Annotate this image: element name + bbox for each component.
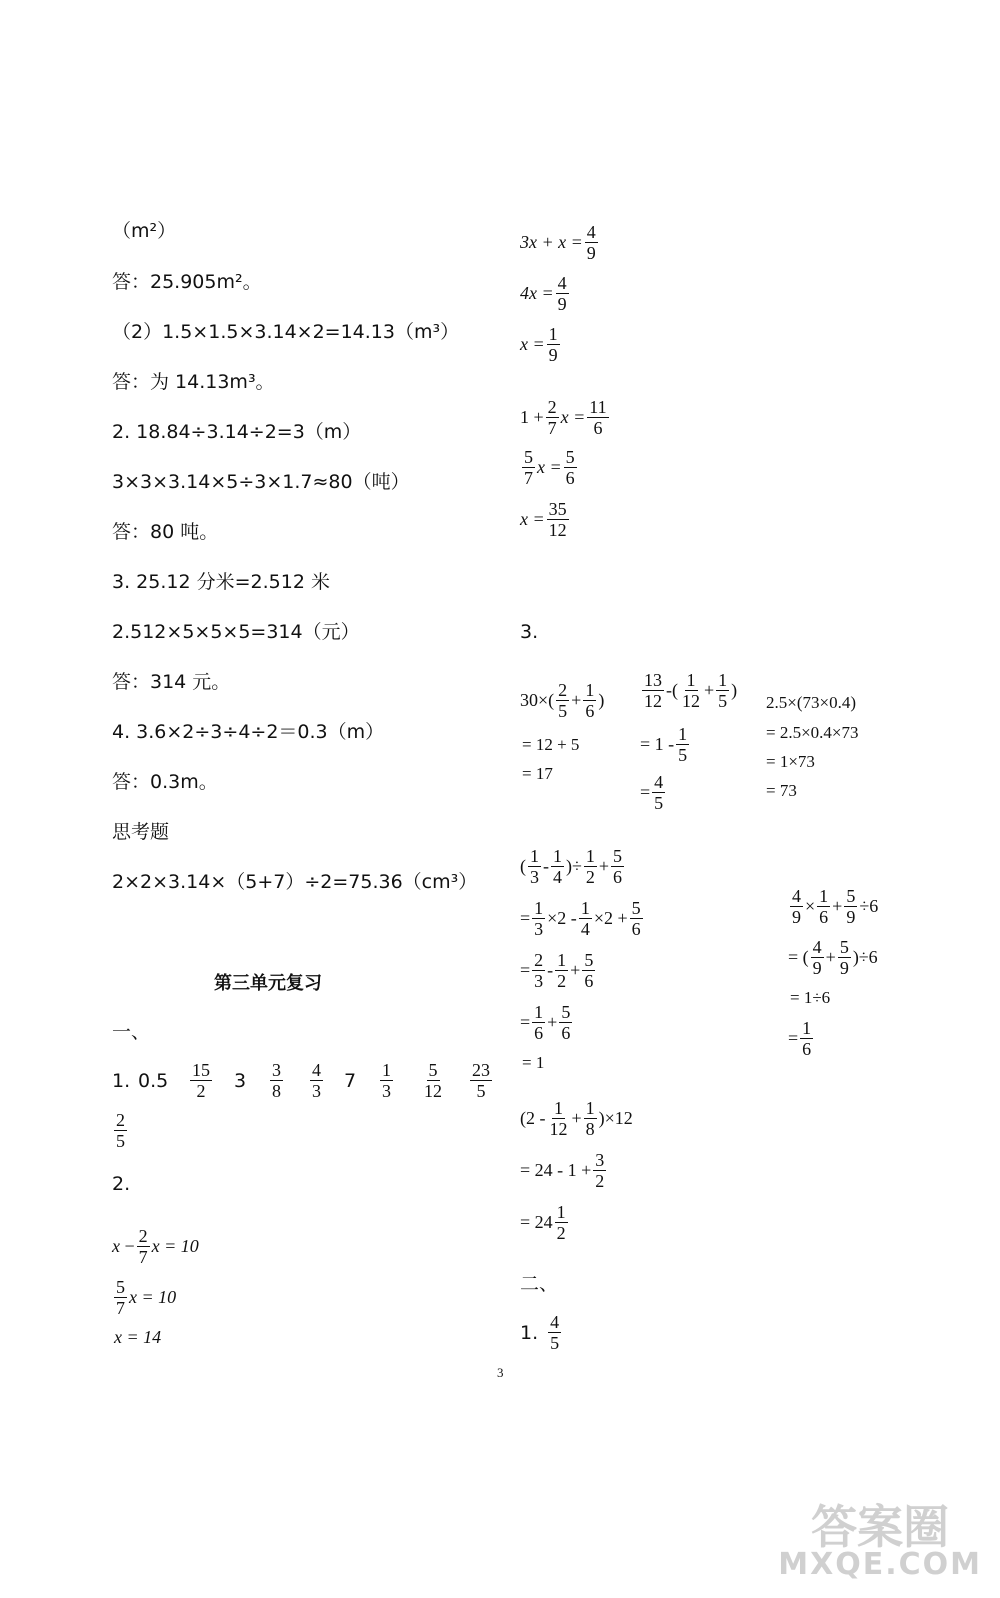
r6-num: 35: [548, 499, 567, 519]
r4-num1: 2: [547, 397, 557, 417]
eq1-rhs: x = 10: [151, 1236, 199, 1256]
eq2-num: 5: [116, 1277, 125, 1297]
c4-s2-num2: 1: [580, 898, 590, 918]
r1-lhs: 3x + x =: [520, 232, 583, 252]
c5-den3: 9: [846, 907, 856, 927]
c4-s3-den1: 3: [534, 971, 544, 991]
c2-s3-num: 4: [654, 772, 664, 792]
eq2-rhs: x = 10: [129, 1287, 177, 1307]
c4-num2: 1: [553, 846, 562, 866]
q1-item-frac: [308, 1060, 344, 1101]
q1-answer-row: [112, 1060, 508, 1101]
p2-q1-den: 5: [550, 1333, 560, 1353]
q1-frac-den: 5: [476, 1081, 486, 1101]
q3-conversion-line: 3. 25.12 分米=2.512 米: [112, 571, 330, 593]
c5-s2-den1: 9: [812, 958, 822, 978]
c4-s4-lead: =: [520, 1012, 531, 1032]
r5-num2: 5: [565, 447, 575, 467]
c6-op2: )×12: [598, 1108, 633, 1128]
calc6-step2: [520, 1150, 608, 1191]
calc4-step2: [520, 898, 645, 939]
r4-lhs: 1 +: [520, 407, 544, 427]
q3-label-right: 3.: [520, 621, 539, 643]
c2-num3: 1: [718, 670, 728, 690]
p2-q1-num: 4: [550, 1312, 560, 1332]
c1-num1: 2: [558, 680, 568, 700]
part-two-q1: [520, 1312, 563, 1353]
calc6-step3: [520, 1202, 570, 1243]
calc5-step1: [788, 886, 878, 927]
r2-num: 4: [557, 273, 567, 293]
q1-frac-num: 3: [272, 1060, 281, 1080]
r5-den1: 7: [524, 468, 533, 488]
c4-s2-op2: ×2 +: [593, 908, 628, 928]
r3-lhs: x =: [520, 334, 545, 354]
r2-den: 9: [557, 294, 567, 314]
c4-num3: 1: [585, 846, 595, 866]
c4-s3-op2: +: [570, 960, 581, 980]
eq-r4: [520, 397, 611, 438]
part-two-label: 二、: [520, 1273, 559, 1295]
c5-s2-num1: 4: [812, 937, 822, 957]
c5-s4-den: 6: [802, 1039, 812, 1059]
c5-op3: ÷6: [859, 896, 879, 916]
eq1-var: x: [112, 1236, 120, 1256]
q1-label: 1.: [112, 1069, 131, 1092]
q1-item: 3: [234, 1069, 247, 1092]
c4-den3: 2: [585, 867, 595, 887]
calc2-step2: [640, 724, 691, 765]
page-number: 3: [497, 1365, 504, 1380]
c4-s4-num2: 5: [561, 1002, 571, 1022]
c4-s3-num1: 2: [534, 950, 544, 970]
q1-frac-den: 3: [312, 1081, 321, 1101]
q1-item: 0.5: [138, 1069, 169, 1092]
c4-s3-den3: 6: [584, 971, 594, 991]
c1-open: 30×(: [520, 690, 555, 710]
q4-calc-line: 4. 3.6×2÷3÷4÷2＝0.3（m）: [112, 721, 385, 743]
calc3-step2: = 2.5×0.4×73: [766, 723, 859, 742]
c6-s3-den: 2: [556, 1223, 566, 1243]
eq-r3: [520, 324, 562, 365]
c2-op2: +: [704, 680, 715, 700]
eq-r5: [520, 447, 579, 488]
c1-den2: 6: [585, 701, 595, 721]
calc5-step3: = 1÷6: [790, 988, 831, 1007]
c1-den1: 5: [558, 701, 568, 721]
calc1-step2: = 12 + 5: [522, 735, 580, 754]
r3-den: 9: [548, 345, 558, 365]
c4-s2-num1: 1: [534, 898, 544, 918]
c2-den2: 12: [682, 691, 700, 711]
unit-m2-line: （m²）: [112, 220, 177, 242]
c5-s2-lead: = (: [788, 947, 809, 967]
r1-num: 4: [586, 222, 596, 242]
q1-item-frac: [420, 1060, 468, 1101]
c6-open: (2 -: [520, 1108, 546, 1128]
c6-s2-den: 2: [595, 1171, 605, 1191]
r4-num2: 11: [589, 397, 607, 417]
calc4-step4: [520, 1002, 574, 1043]
c4-s2-num3: 5: [631, 898, 641, 918]
equation-1: [112, 1226, 199, 1267]
c1-close: ): [598, 690, 605, 710]
c2-num1: 13: [644, 670, 662, 690]
c5-num2: 1: [819, 886, 829, 906]
watermark-line1: 答案圈: [811, 1500, 950, 1554]
c5-s2-num2: 5: [839, 937, 849, 957]
c4-s4-op1: +: [547, 1012, 558, 1032]
c2-s3-den: 5: [654, 793, 664, 813]
calc3-step1: 2.5×(73×0.4): [766, 693, 856, 712]
c5-op1: ×: [805, 896, 816, 916]
calc3-step4: = 73: [766, 781, 797, 800]
c4-op1: -: [543, 856, 549, 876]
c2-num2: 1: [686, 670, 696, 690]
eq-r2: [520, 273, 571, 314]
c4-den4: 6: [613, 867, 623, 887]
section-title: 第三单元复习: [214, 973, 322, 994]
c4-s3-num3: 5: [584, 950, 594, 970]
c2-s2-num: 1: [678, 724, 688, 744]
q1-frac-den: 8: [272, 1081, 281, 1101]
c1-op: +: [571, 690, 582, 710]
c5-s4-lead: =: [788, 1028, 799, 1048]
r4-mid: x =: [560, 407, 586, 427]
q1-frac-den: 12: [424, 1081, 442, 1101]
c5-num1: 4: [792, 886, 801, 906]
c2-s2-lead: = 1 -: [640, 734, 675, 754]
c4-op2: )÷: [566, 856, 582, 876]
calc5-step4: [788, 1018, 815, 1059]
q1-frac-num: 2: [116, 1110, 125, 1130]
equation-2: [112, 1277, 176, 1318]
r4-den2: 6: [593, 418, 603, 438]
r3-num: 1: [548, 324, 558, 344]
q1-item: 7: [344, 1069, 357, 1092]
c6-den2: 8: [585, 1119, 595, 1139]
q1-item-frac: [268, 1060, 308, 1101]
c6-s3-lead: = 24: [520, 1212, 553, 1232]
r4-den1: 7: [547, 418, 557, 438]
eq2-den: 7: [116, 1298, 125, 1318]
answer-line-2: 答：为 14.13m³。: [112, 371, 275, 393]
c4-s2-op1: ×2 -: [547, 908, 577, 928]
eq-r1: [520, 222, 600, 263]
q1-frac-num: 1: [382, 1060, 391, 1080]
q2-calc-line-2: 3×3×3.14×5÷3×1.7≈80（吨）: [112, 471, 410, 493]
answer-line-4: 答：314 元。: [112, 671, 231, 693]
q1-frac-den: 2: [196, 1081, 206, 1101]
calc4-step3: [520, 950, 597, 991]
eq1-den: 7: [138, 1247, 148, 1267]
eq1-num: 2: [138, 1226, 148, 1246]
c5-s2-op2: )÷6: [852, 947, 878, 967]
calc6-step1: [520, 1098, 633, 1139]
c4-num1: 1: [530, 846, 539, 866]
part-one-label: 一、: [112, 1021, 151, 1043]
c5-s4-num: 1: [802, 1018, 812, 1038]
c2-s2-den: 5: [678, 745, 688, 765]
c4-s2-den3: 6: [631, 919, 641, 939]
c4-num4: 5: [613, 846, 623, 866]
c4-s2-lead: =: [520, 908, 531, 928]
c6-s3-num: 1: [556, 1202, 566, 1222]
r5-num1: 5: [524, 447, 533, 467]
r2-lhs: 4x =: [520, 283, 554, 303]
q2-calc-line: 2. 18.84÷3.14÷2=3（m）: [112, 421, 362, 443]
q1-frac-num: 4: [312, 1060, 321, 1080]
c5-den2: 6: [819, 907, 829, 927]
answer-line-5: 答：0.3m。: [112, 771, 218, 793]
c4-op3: +: [598, 856, 610, 876]
thinking-question-calc: 2×2×3.14×（5+7）÷2=75.36（cm³）: [112, 871, 478, 893]
q1-item-frac: [188, 1060, 234, 1101]
c6-op1: +: [571, 1108, 582, 1128]
r5-den2: 6: [565, 468, 575, 488]
q1-item-frac: [468, 1060, 508, 1101]
q1-frac-num: 15: [192, 1060, 210, 1080]
c6-num2: 1: [585, 1098, 595, 1118]
calc4-step1: [520, 846, 626, 887]
c6-s2-num: 3: [595, 1150, 605, 1170]
q1-last-item: [112, 1110, 129, 1151]
calc2-step1: [640, 670, 737, 711]
c6-den1: 12: [549, 1119, 568, 1139]
c1-num2: 1: [585, 680, 595, 700]
r6-lhs: x =: [520, 509, 545, 529]
c2-op1: -(: [666, 680, 678, 700]
q2-label: 2.: [112, 1173, 131, 1195]
c4-s2-den2: 4: [580, 919, 590, 939]
q1-frac-num: 23: [472, 1060, 490, 1080]
q3-calc-line: 2.512×5×5×5=314（元）: [112, 621, 360, 643]
c4-s3-den2: 2: [557, 971, 567, 991]
c4-s3-lead: =: [520, 960, 531, 980]
c4-s4-den2: 6: [561, 1023, 571, 1043]
c2-close: ): [731, 680, 738, 700]
calc1-step1: [520, 680, 604, 721]
c6-s2-lead: = 24 - 1 +: [520, 1160, 592, 1180]
c6-num1: 1: [554, 1098, 563, 1118]
answer-line-1: 答：25.905m²。: [112, 271, 262, 293]
c4-den2: 4: [553, 867, 562, 887]
thinking-question-label: 思考题: [112, 821, 170, 843]
calc5-step2: [788, 937, 878, 978]
equation-3: x = 14: [114, 1327, 162, 1347]
c2-den3: 5: [718, 691, 728, 711]
c4-s2-den1: 3: [534, 919, 544, 939]
p2-q1-label: 1.: [520, 1321, 539, 1344]
c4-s4-num1: 1: [534, 1002, 544, 1022]
answer-line-3: 答：80 吨。: [112, 521, 219, 543]
q1-frac-num: 5: [428, 1060, 438, 1080]
r5-mid: x =: [537, 457, 562, 477]
watermark-line2: MXQE.COM: [778, 1547, 982, 1582]
calc3-step3: = 1×73: [766, 752, 815, 771]
c5-s2-op1: +: [825, 947, 836, 967]
eq1-minus: −: [124, 1236, 135, 1256]
calc-line-volume: （2）1.5×1.5×3.14×2=14.13（m³）: [112, 321, 460, 343]
calc1-step3: = 17: [522, 764, 553, 783]
c2-den1: 12: [644, 691, 662, 711]
eq-r6: [520, 499, 571, 540]
c5-s2-den2: 9: [839, 958, 849, 978]
watermark-logo: [778, 1500, 982, 1582]
q1-item-frac: [378, 1060, 420, 1101]
c4-den1: 3: [530, 867, 539, 887]
calc4-step5: = 1: [522, 1053, 545, 1072]
c5-den1: 9: [792, 907, 801, 927]
c5-num3: 5: [846, 886, 856, 906]
c2-s3-lead: =: [640, 782, 651, 802]
q1-frac-den: 3: [382, 1081, 391, 1101]
calc2-step3: [640, 772, 667, 813]
c4-s3-op1: -: [547, 960, 554, 980]
q1-frac-den: 5: [116, 1131, 125, 1151]
c4-s3-num2: 1: [557, 950, 567, 970]
c4-s4-den1: 6: [534, 1023, 544, 1043]
r6-den: 12: [548, 520, 567, 540]
c4-open: (: [520, 856, 526, 876]
r1-den: 9: [586, 243, 596, 263]
c5-op2: +: [832, 896, 843, 916]
